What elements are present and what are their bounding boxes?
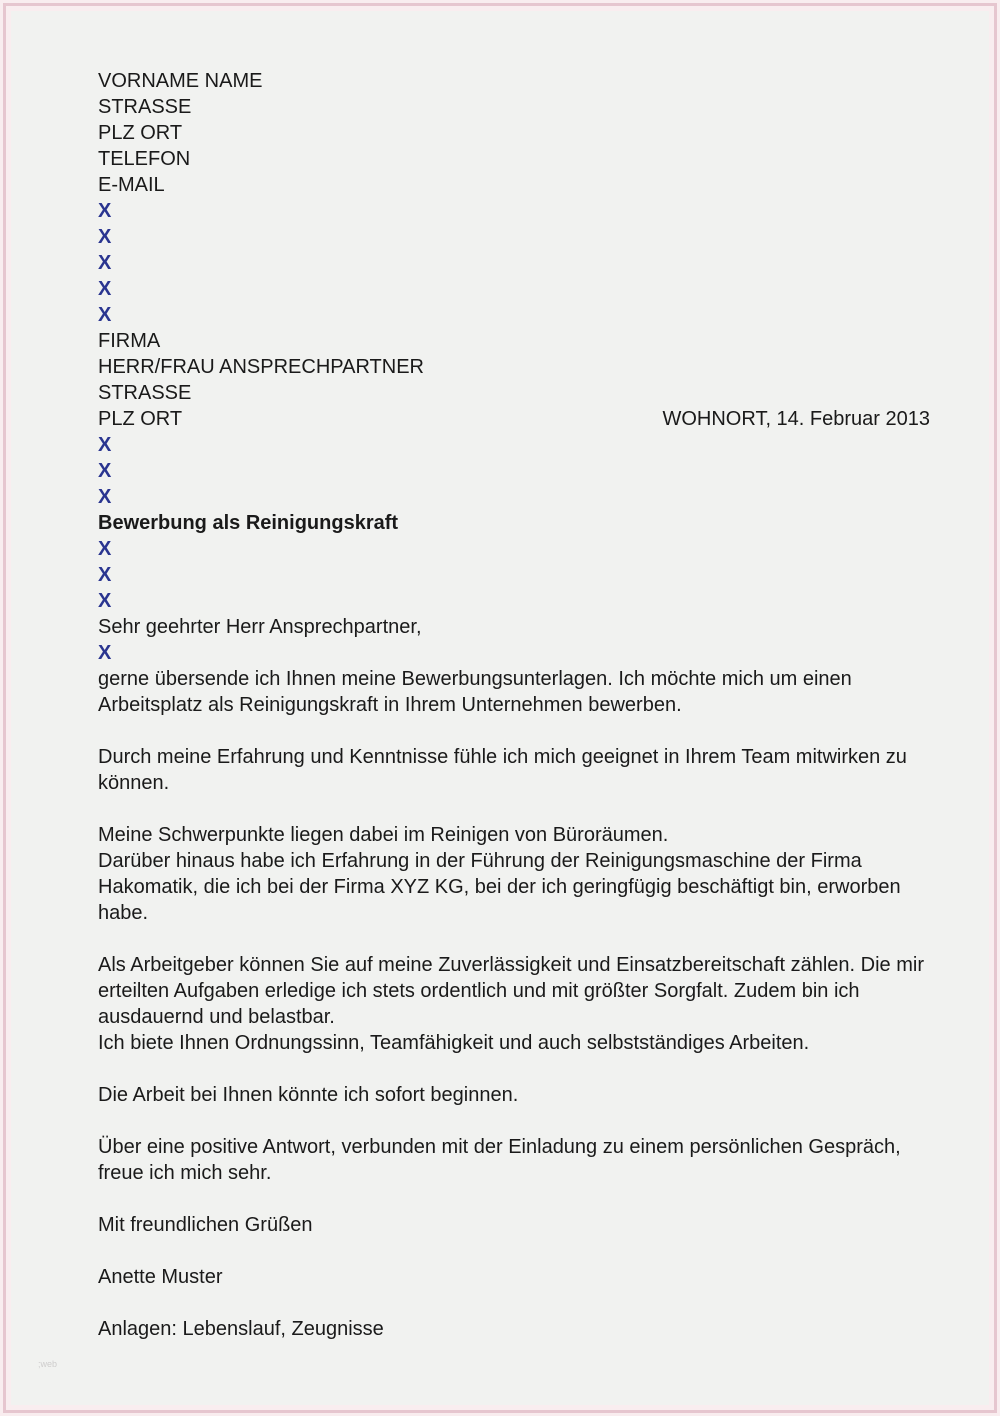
letter-line: Meine Schwerpunkte liegen dabei im Reinigen von Büroräumen. (98, 824, 669, 846)
place-date: WOHNORT, 14. Februar 2013 (662, 408, 930, 430)
letter-line: Arbeitsplatz als Reinigungskraft in Ihrem Unternehmen bewerben. (98, 694, 682, 716)
letter-page (11, 11, 989, 1405)
letter-line: erteilten Aufgaben erledige ich stets ordentlich und mit größter Sorgfalt. Zudem bin ich (98, 980, 860, 1002)
placeholder-x-line: X (98, 538, 112, 560)
placeholder-x-line: X (98, 486, 112, 508)
letter-line: STRASSE (98, 96, 192, 118)
blank-line (98, 926, 930, 952)
letter-line: Hakomatik, die ich bei der Firma XYZ KG, bei der ich geringfügig beschäftigt bin, erworben (98, 876, 901, 898)
blank-line (98, 1290, 930, 1316)
blank-line (98, 1108, 930, 1134)
letter-line: Anlagen: Lebenslauf, Zeugnisse (98, 1318, 384, 1340)
placeholder-x-line: X (98, 642, 112, 664)
placeholder-x-line: X (98, 200, 112, 222)
letter-line: Ich biete Ihnen Ordnungssinn, Teamfähigkeit und auch selbstständiges Arbeiten. (98, 1032, 810, 1054)
letter-line: Durch meine Erfahrung und Kenntnisse fühle ich mich geeignet in Ihrem Team mitwirken zu (98, 746, 907, 768)
letter-line: HERR/FRAU ANSPRECHPARTNER (98, 356, 424, 378)
letter-line: können. (98, 772, 170, 794)
letter-line: TELEFON (98, 148, 191, 170)
letter-line: VORNAME NAME (98, 70, 263, 92)
placeholder-x-line: X (98, 278, 112, 300)
placeholder-x-line: X (98, 460, 112, 482)
letter-line: Die Arbeit bei Ihnen könnte ich sofort beginnen. (98, 1084, 519, 1106)
letter-line: Sehr geehrter Herr Ansprechpartner, (98, 616, 422, 638)
blank-line (98, 1056, 930, 1082)
letter-line: habe. (98, 902, 149, 924)
letter-line: ausdauernd und belastbar. (98, 1006, 335, 1028)
watermark-text: ;web (38, 1359, 58, 1369)
recipient-plz-ort: PLZ ORT (98, 408, 183, 430)
letter-line: E-MAIL (98, 174, 165, 196)
date-line (98, 406, 930, 432)
blank-line (98, 1238, 930, 1264)
letter-line: Darüber hinaus habe ich Erfahrung in der Führung der Reinigungsmaschine der Firma (98, 850, 862, 872)
placeholder-x-line: X (98, 434, 112, 456)
placeholder-x-line: X (98, 226, 112, 248)
letter-line: Anette Muster (98, 1266, 223, 1288)
placeholder-x-line: X (98, 564, 112, 586)
letter-body (98, 68, 930, 1342)
placeholder-x-line: X (98, 252, 112, 274)
placeholder-x-line: X (98, 590, 112, 612)
letter-line: FIRMA (98, 330, 161, 352)
blank-line (98, 1186, 930, 1212)
page-frame-line (3, 3, 997, 1413)
letter-line: Über eine positive Antwort, verbunden mit der Einladung zu einem persönlichen Gespräch, (98, 1136, 901, 1158)
letter-line: freue ich mich sehr. (98, 1162, 272, 1184)
blank-line (98, 796, 930, 822)
letter-line: gerne übersende ich Ihnen meine Bewerbungsunterlagen. Ich möchte mich um einen (98, 668, 852, 690)
letter-line: PLZ ORT (98, 122, 183, 144)
letter-line: Mit freundlichen Grüßen (98, 1214, 313, 1236)
subject-line: Bewerbung als Reinigungskraft (98, 512, 399, 534)
blank-line (98, 718, 930, 744)
letter-line: STRASSE (98, 382, 192, 404)
letter-line: Als Arbeitgeber können Sie auf meine Zuverlässigkeit und Einsatzbereitschaft zählen. Die mir (98, 954, 924, 976)
placeholder-x-line: X (98, 304, 112, 326)
